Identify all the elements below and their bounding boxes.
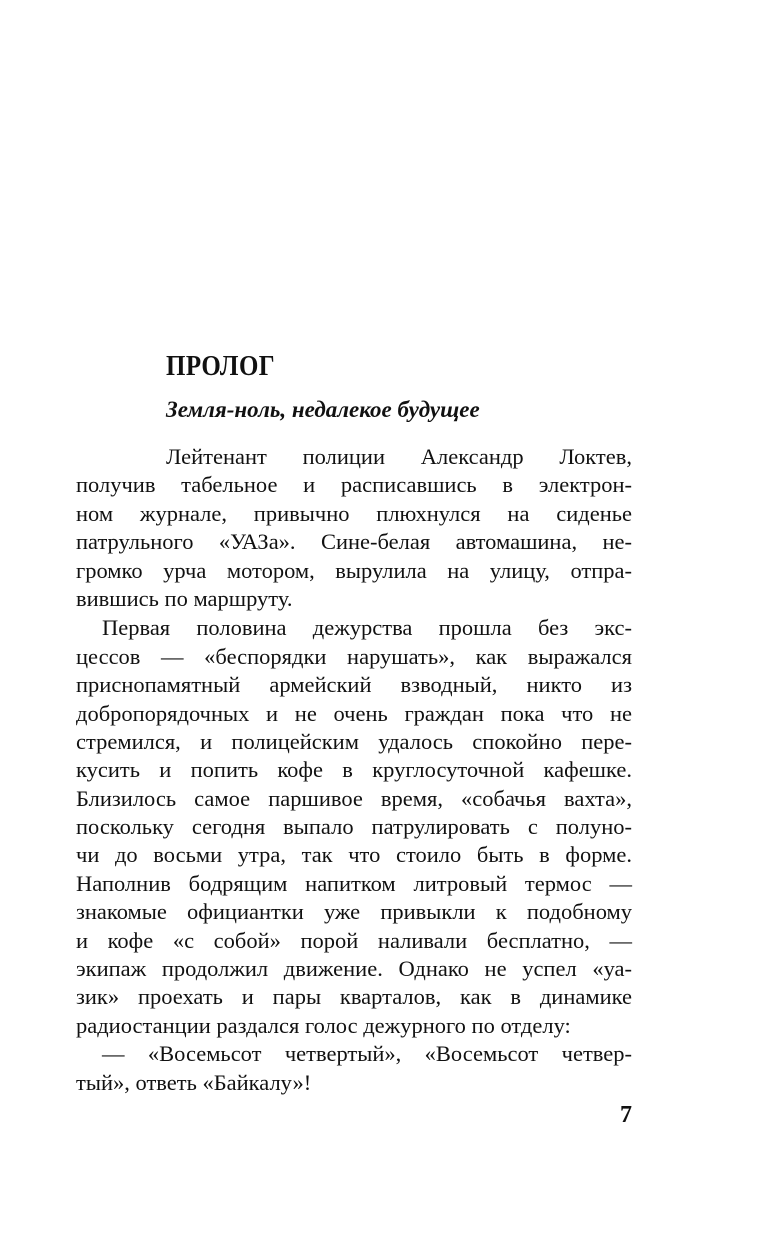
text-line: стремился, и полицейским удалось спокойно пере- [76,728,632,754]
chapter-title: ПРОЛОГ [166,350,276,382]
text-line: поскольку сегодня выпало патрулировать с полуно- [76,814,632,840]
text-line: и кофе «с собой» порой наливали бесплатно, — [76,927,632,953]
paragraph-2 [76,614,632,1040]
text-line: цессов — «беспорядки нарушать», как выражался [76,643,632,669]
text-line: экипаж продолжил движение. Однако не успел «уа- [76,956,632,982]
text-line: — «Восемьсот четвертый», «Восемьсот четвер- [102,1041,632,1067]
chapter-subtitle: Земля-ноль, недалекое будущее [166,397,480,422]
text-line: Наполнив бодрящим напитком литровый термос — [76,870,632,896]
page-number: 7 [620,1102,632,1128]
body-text [76,443,632,1097]
text-line: кусить и попить кофе в круглосуточной кафешке. [76,757,632,783]
text-line: Лейтенант полиции Александр Локтев, [166,444,632,469]
text-line: громко урча мотором, вырулила на улицу, отпра- [76,557,632,583]
text-line: тый», ответь «Байкалу»! [76,1069,312,1095]
paragraph-1 [76,443,632,613]
text-line: вившись по маршруту. [76,585,293,611]
text-line: добропорядочных и не очень граждан пока что не [76,700,632,726]
text-line: приснопамятный армейский взводный, никто из [76,672,632,698]
text-line: радиостанции раздался голос дежурного по отделу: [76,1012,571,1038]
text-line: получив табельное и расписавшись в электрон- [76,472,632,498]
text-line: чи до восьми утра, так что стоило быть в форме. [76,842,632,868]
text-line: Первая половина дежурства прошла без экс- [102,615,632,641]
text-line: патрульного «УАЗа». Сине-белая автомашина, не- [76,529,632,555]
text-line: ном журнале, привычно плюхнулся на сиденье [76,500,632,526]
text-line: Близилось самое паршивое время, «собачья вахта», [76,785,632,811]
paragraph-3 [76,1040,632,1097]
text-line: знакомые официантки уже привыкли к подобному [76,899,632,925]
text-line: зик» проехать и пары кварталов, как в динамике [76,984,632,1010]
